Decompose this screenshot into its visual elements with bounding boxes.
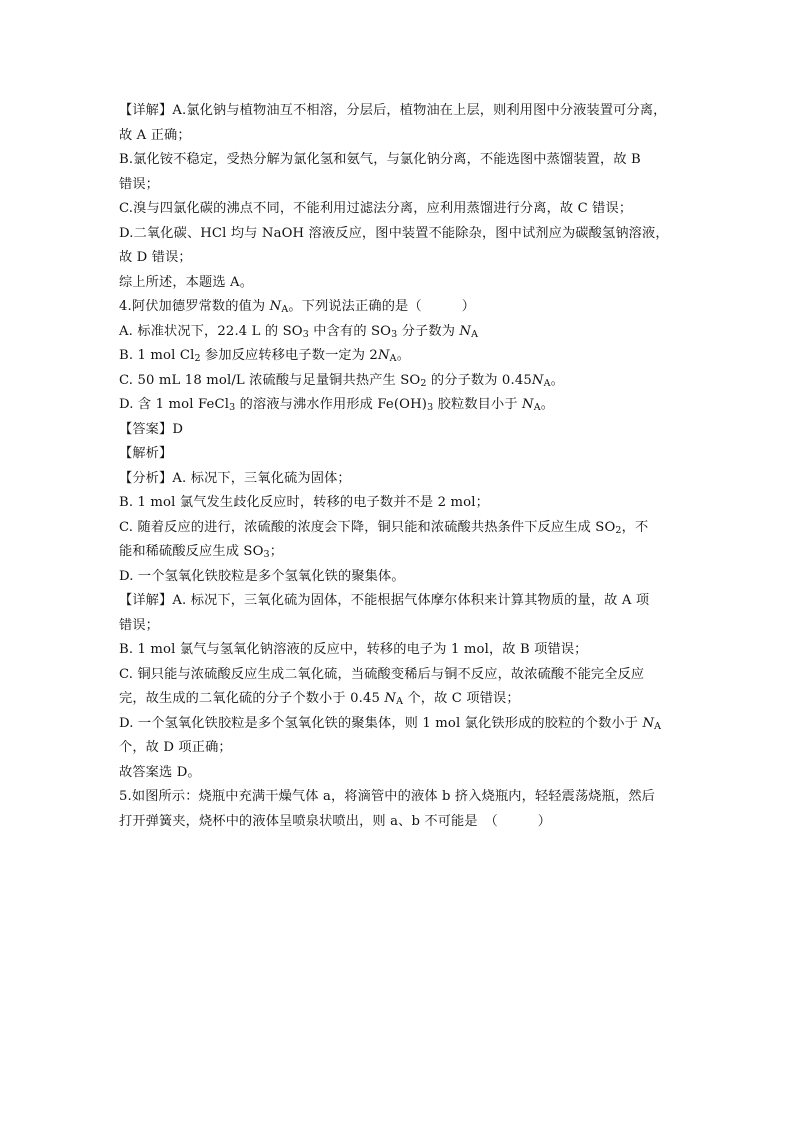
text-line: 【分析】A. 标况下，三氧化硫为固体； — [119, 470, 351, 486]
text-line: B.氯化铵不稳定，受热分解为氯化氢和氨气，与氯化钠分离，不能选图中蒸馏装置，故 B — [119, 152, 641, 167]
text-line: B. 1 mol 氯气发生歧化反应时，转移的电子数并不是 2 mol； — [119, 495, 489, 510]
text-line: 完，故生成的二氧化硫的分子个数小于 0.45 $N_A$ 个，故 C 项错误； — [119, 691, 520, 707]
text-line: C. 随着反应的进行，浓硫酸的浓度会下降，铜只能和浓硫酸共热条件下反应生成 $SO_2$，不 — [119, 519, 649, 536]
text-line: 错误； — [119, 176, 160, 192]
text-line: 4.阿伏加德罗常数的值为 $N_A$。下列说法正确的是（ ） — [119, 299, 476, 315]
text-line: 个，故 D 项正确； — [119, 740, 232, 755]
text-line: D. 含 1 mol FeCl$_3$ 的溶液与沸水作用形成 $Fe(OH)_3$ 胶粒数目小于 $N_A$。 — [119, 397, 555, 413]
text-line: 【解析】 — [119, 446, 173, 461]
text-line: 综上所述，本题选 A。 — [119, 274, 254, 290]
text-line: 5.如图所示：烧瓶中充满干燥气体 a，将滴管中的液体 b 挤入烧瓶内，轻轻震荡烧瓶，然后 — [119, 789, 655, 804]
text-line: 【答案】D — [119, 421, 184, 437]
text-line: C. 50 mL 18 mol/L 浓硫酸与足量铜共热产生 $SO_2$ 的分子数为 $0.45N_A$。 — [119, 372, 564, 389]
text-line: D. 一个氢氧化铁胶粒是多个氢氧化铁的聚集体，则 1 mol 氯化铁形成的胶粒的个数小于 $N_A$ — [119, 715, 662, 732]
text-line: D. 一个氢氧化铁胶粒是多个氢氧化铁的聚集体。 — [119, 568, 405, 584]
document-body — [119, 103, 679, 838]
text-line: 故 A 正确； — [119, 127, 191, 143]
text-line: 打开弹簧夹，烧杯中的液体呈喷泉状喷出，则 a、b 不可能是 （ ） — [119, 813, 552, 829]
text-line: 错误； — [119, 617, 160, 633]
text-line: 【详解】A.氯化钠与植物油互不相溶，分层后，植物油在上层，则利用图中分液装置可分离， — [119, 103, 667, 118]
text-line: D.二氧化碳、HCl 均与 NaOH 溶液反应，图中装置不能除杂，图中试剂应为碳酸氢钠溶液， — [119, 225, 669, 241]
text-line: A. 标准状况下，22.4 L 的 $SO_3$ 中含有的 $SO_3$ 分子数为 $N_A$ — [119, 323, 479, 340]
text-line: 能和稀硫酸反应生成 $SO_3$； — [119, 544, 284, 560]
text-line: C. 铜只能与浓硫酸反应生成二氧化硫，当硫酸变稀后与铜不反应，故浓硫酸不能完全反应 — [119, 666, 645, 682]
text-line: 故答案选 D。 — [119, 764, 201, 780]
text-line: C.溴与四氯化碳的沸点不同，不能利用过滤法分离，应利用蒸馏进行分离，故 C 错误； — [119, 201, 633, 216]
text-line: B. 1 mol $Cl_2$ 参加反应转移电子数一定为 $2N_A$。 — [119, 348, 411, 364]
text-line: 【详解】A. 标况下，三氧化硫为固体，不能根据气体摩尔体积来计算其物质的量，故 A 项 — [119, 593, 650, 608]
text-line: 故 D 错误； — [119, 250, 192, 265]
text-line: B. 1 mol 氯气与氢氧化钠溶液的反应中，转移的电子为 1 mol，故 B 项错误； — [119, 642, 588, 657]
